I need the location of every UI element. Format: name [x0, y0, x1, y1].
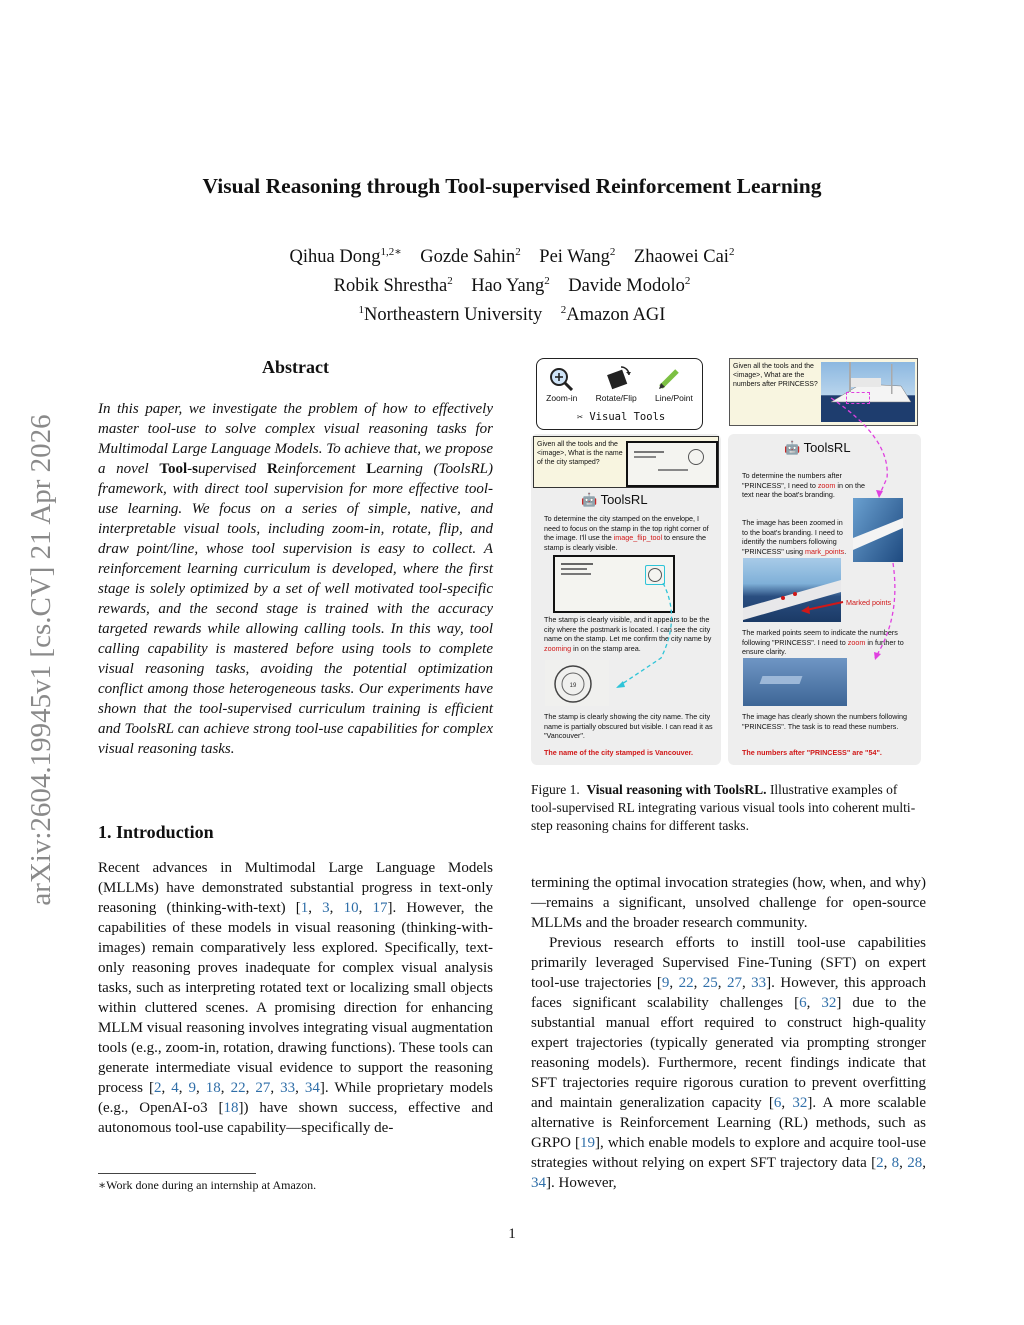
intro-left-column — [98, 858, 493, 1138]
citation-link[interactable]: 6 — [799, 995, 807, 1011]
arxiv-identifier — [14, 360, 64, 960]
author-name: Davide Modolo$^2$ — [568, 275, 691, 296]
citation-link[interactable]: 2 — [154, 1080, 162, 1096]
footnote-rule — [98, 1173, 256, 1174]
citation-link[interactable]: 3 — [322, 900, 330, 916]
page-number: 1 — [508, 1226, 516, 1242]
left-step-2: The stamp is clearly visible, and it appears to be the city where the postmark is located. I can see the city name on the stamp. Let me confirm the city name by zooming in on the stamp area. — [544, 615, 712, 653]
intro-paragraph-2: Previous research efforts to instill tool-use capabilities primarily leveraged Supervised Fine-Tuning (SFT) on expert tool-use trajectories [9, 22, 25, 27, 33]. However, this approach faces significant scalability challenges [6, 32] due to the substantial manual effort required to construct high-quality expert trajectories (typically generated via prompting stronger reasoning models). Furthermore, recent findings indicate that SFT trajectories require rigorous curation to prevent overfitting and maintain generalization capacity [6, 32]. A more scalable alternative is Reinforcement Learning (RL) methods, such as GRPO [19], which enable models to explore and acquire tool-use strategies without relying on expert SFT trajectory data [2, 8, 28, 34]. However, — [531, 935, 927, 1191]
citation-link[interactable]: 22 — [230, 1080, 246, 1096]
citation-link[interactable]: 34 — [531, 1175, 546, 1191]
right-answer: The numbers after "PRINCESS" are "54". — [742, 748, 882, 757]
abstract-heading: Abstract — [262, 357, 329, 377]
citation-link[interactable]: 34 — [304, 1080, 320, 1096]
author-name: Gozde Sahin$^2$ — [420, 246, 521, 267]
author-name: Hao Yang$^2$ — [471, 275, 550, 296]
author-name: Pei Wang$^2$ — [539, 246, 616, 267]
citation-link[interactable]: 18 — [223, 1100, 239, 1116]
right-question-text: Given all the tools and the <image>, What are the numbers after PRINCESS? — [733, 363, 818, 388]
citation-link[interactable]: 17 — [372, 900, 388, 916]
citation-link[interactable]: 33 — [751, 975, 767, 991]
author-line-1 — [0, 240, 1024, 269]
citation-link[interactable]: 10 — [343, 900, 359, 916]
visual-tools-label: ✂ Visual Tools — [577, 411, 666, 423]
right-step-3: The marked points seem to indicate the numbers following "PRINCESS". I need to zoom in further to ensure clarity. — [742, 628, 904, 656]
citation-link[interactable]: 32 — [792, 1095, 808, 1111]
svg-text:19: 19 — [569, 683, 577, 689]
author-name: Zhaowei Cai$^2$ — [633, 246, 735, 267]
citation-link[interactable]: 22 — [678, 975, 694, 991]
citation-link[interactable]: 27 — [255, 1080, 271, 1096]
tools-icon: ✂ — [577, 412, 584, 423]
figure-1 — [531, 358, 921, 765]
citation-link[interactable]: 9 — [188, 1080, 197, 1096]
right-step-2: The image has been zoomed in to the boat's branding. I need to identify the numbers following "PRINCESS" using mark_points. — [742, 518, 847, 556]
citation-link[interactable]: 6 — [773, 1095, 782, 1111]
author-name: Qihua Dong$^{1,2∗}$ — [289, 246, 402, 267]
footnote: ∗Work done during an internship at Amazon. — [98, 1178, 317, 1192]
citation-link[interactable]: 32 — [821, 995, 837, 1011]
citation-link[interactable]: 27 — [726, 975, 742, 991]
abstract-body: In this paper, we investigate the problem of how to effectively master tool-use to solve complex visual reasoning tasks for Multimodal Large Language Models. To achieve that, we propose a novel Tool-supervised Reinforcement Learning (ToolsRL) framework, with direct tool supervision for more effective tool-use learning. We focus on a series of simple, native, and interpretable visual tools, including zoom-in, rotate, flip, and draw point/line, whose tool supervision is easy to collect. A reinforcement learning curriculum is developed, where the first stage is solely optimized by a set of well motivated tool-specific rewards, and the second stage is trained with the accuracy targeted rewards while allowing calling tools. In this way, tool calling capability is mastered before using tools to complete visual reasoning tasks, avoiding the potential optimization conflict among those heterogeneous tasks. Our experiments have shown that the tool-supervised curriculum training is efficient and ToolsRL can achieve strong tool-use capabilities for complex visual reasoning tasks. — [98, 401, 493, 757]
left-question-text: Given all the tools and the <image>, What is the name of the city stamped? — [537, 441, 623, 466]
right-step-4: The image has clearly shown the numbers following "PRINCESS". The task is to read these numbers. — [742, 712, 907, 731]
marked-points-label: Marked points — [846, 598, 892, 607]
citation-link[interactable]: 18 — [205, 1080, 221, 1096]
right-toolsrl-header: 🤖 ToolsRL — [784, 440, 851, 455]
left-step-3: The stamp is clearly showing the city name. The city name is partially obscured but visible. I can read it as "Vancouver". — [544, 712, 713, 740]
right-step-1: To determine the numbers after "PRINCESS", I need to zoom in on the text near the boat's branding. — [742, 471, 865, 499]
arxiv-id-text: arXiv:2604.19945v1 [cs.CV] 21 Apr 2026 — [25, 414, 57, 906]
affiliation-2: Amazon AGI — [566, 305, 666, 325]
robot-icon: 🤖 — [581, 492, 598, 507]
author-line-2 — [0, 269, 1024, 298]
citation-link[interactable]: 25 — [702, 975, 718, 991]
robot-icon: 🤖 — [784, 440, 801, 455]
left-toolsrl-header: 🤖 ToolsRL — [581, 492, 648, 507]
citation-link[interactable]: 1 — [300, 900, 309, 916]
affiliation-1: Northeastern University — [364, 305, 543, 325]
author-block — [0, 240, 1024, 327]
citation-link[interactable]: 4 — [171, 1080, 179, 1096]
figure-caption: Figure 1. Visual reasoning with ToolsRL. Illustrative examples of tool-supervised RL integrating various visual tools into coherent multi-step reasoning chains for different tasks. — [531, 782, 916, 833]
paper-title: Visual Reasoning through Tool-supervised Reinforcement Learning — [202, 174, 822, 198]
tool-labels: Zoom-in Rotate/Flip Line/Point — [546, 393, 693, 403]
right-arrows — [531, 358, 921, 765]
citation-link[interactable]: 33 — [280, 1080, 296, 1096]
affiliation-line: $^1$Northeastern University $^2$Amazon AGI — [358, 304, 666, 325]
intro-paragraph-1: Recent advances in Multimodal Large Language Models (MLLMs) have demonstrated substantial progress in text-only reasoning (thinking-with-text) [1, 3, 10, 17]. However, the capabilities of these models in visual reasoning (thinking-with-images) remain comparatively less explored. Specifically, text-only reasoning proves inadequate for complex visual analysis tasks, such as interpreting rotated text or localizing small objects within cluttered scenes. A promising direction for enhancing MLLM visual reasoning involves integrating visual augmentation tools (e.g., zoom-in, rotation, drawing functions). These tools can generate intermediate visual evidence to support the reasoning process [2, 4, 9, 18, 22, 27, 33, 34]. While proprietary models (e.g., OpenAI-o3 [18]) have shown success, effective and autonomous tool-use capability—specifically de- — [98, 860, 493, 1136]
left-answer: The name of the city stamped is Vancouver. — [544, 748, 693, 757]
section-heading-introduction: 1. Introduction — [98, 822, 214, 842]
citation-link[interactable]: 2 — [876, 1155, 884, 1171]
author-name: Robik Shrestha$^2$ — [333, 275, 453, 296]
citation-link[interactable]: 9 — [661, 975, 670, 991]
citation-link[interactable]: 19 — [580, 1135, 596, 1151]
left-step-1: To determine the city stamped on the envelope, I need to focus on the stamp in the top right corner of the image. I'll use the image_flip_tool to ensure the stamp is clearly visible. — [544, 514, 709, 552]
citation-link[interactable]: 28 — [907, 1155, 923, 1171]
citation-link[interactable]: 8 — [891, 1155, 900, 1171]
intro-right-column — [531, 873, 926, 1193]
intro-paragraph-continued: termining the optimal invocation strategies (how, when, and why)—remains a significant, unsolved challenge for open-source MLLMs and the broader research community. — [531, 875, 926, 931]
